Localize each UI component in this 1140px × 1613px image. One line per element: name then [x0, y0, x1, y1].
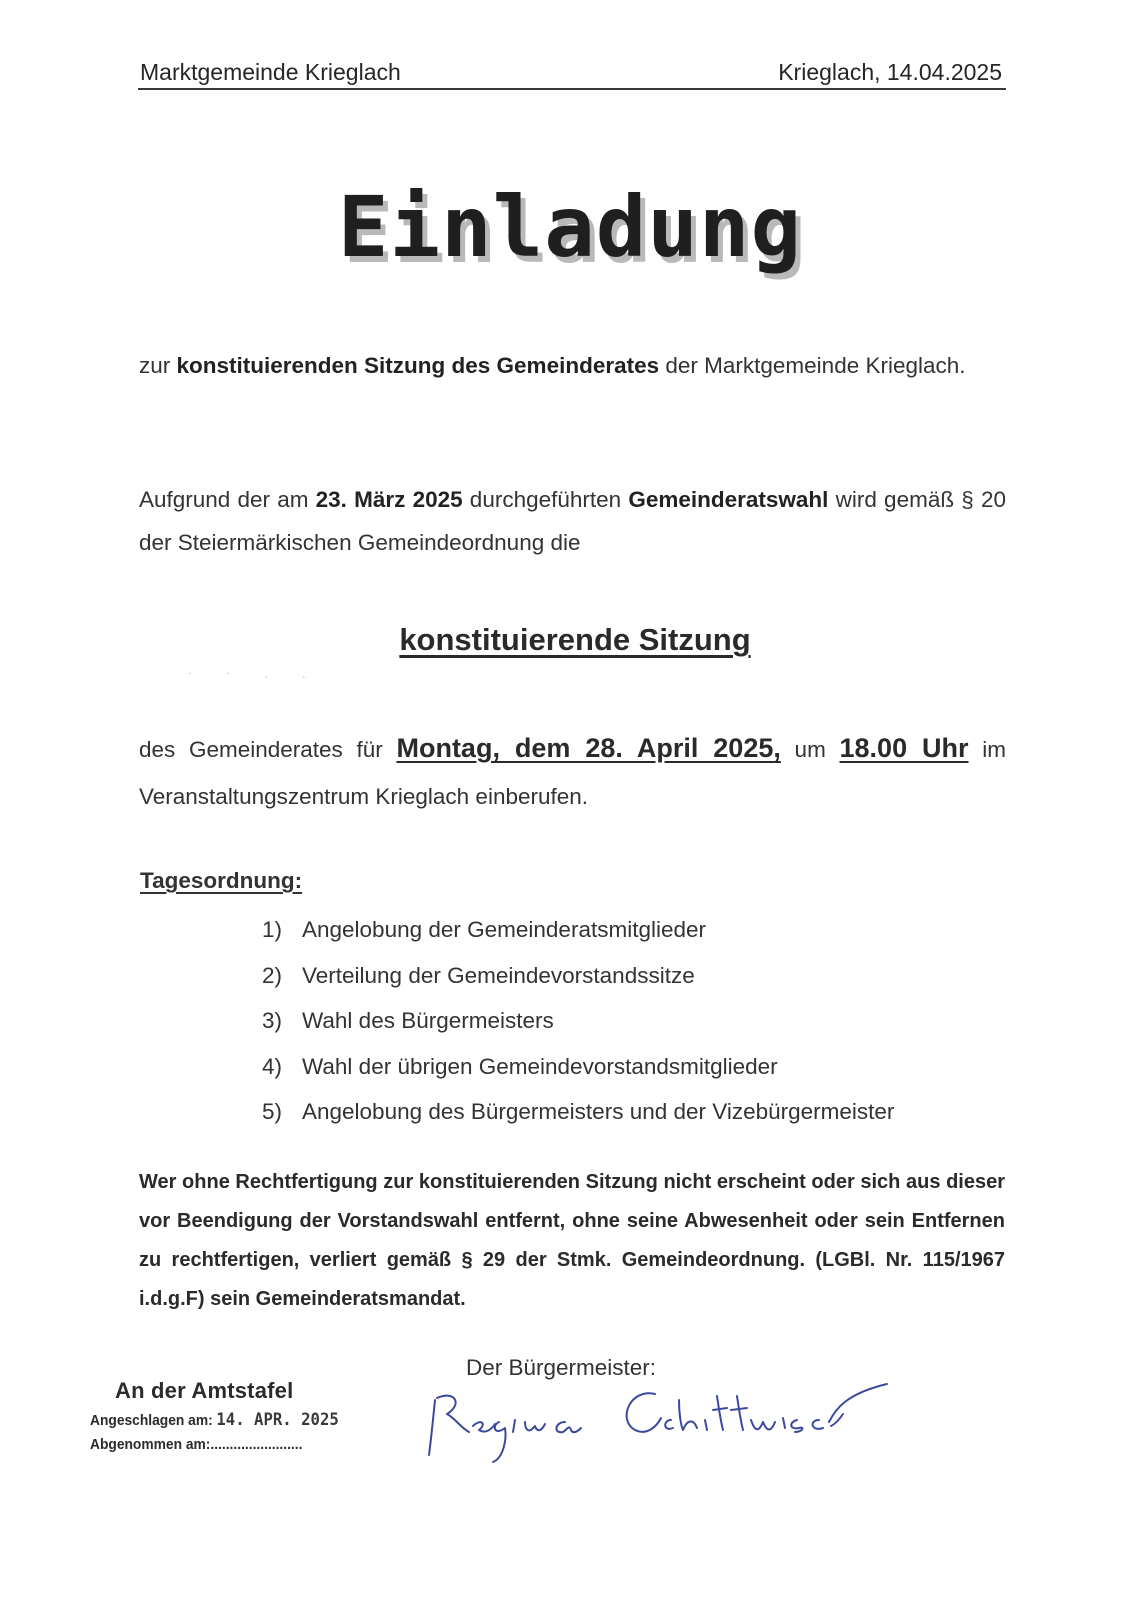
stamp-removed-row [90, 1436, 366, 1453]
agenda-item [262, 998, 894, 1044]
election-date: 23. März 2025 [315, 487, 463, 512]
reason-text-3: durchgeführten [462, 487, 629, 512]
agenda-item-number: 2) [262, 962, 283, 988]
posting-stamp [90, 1378, 390, 1453]
document-header [138, 52, 1006, 90]
meeting-time: 18.00 Uhr [839, 733, 969, 763]
meeting-text-1: des Gemeinderates für [139, 737, 397, 762]
reason-text-5: wird gemäß § 20 der Steiermärkischen Gemeindeordnung die [139, 487, 1006, 555]
reason-paragraph [139, 478, 1006, 564]
intro-text-3: der Marktgemeinde Krieglach. [659, 353, 966, 378]
agenda-item-number: 5) [262, 1099, 283, 1124]
agenda-list [262, 907, 894, 1135]
legal-notice: Wer ohne Rechtfertigung zur konstituierenden Sitzung nicht erscheint oder sich aus dieser vor Beendigung der Vorstandswahl entfernt, ohne seine Abwesenheit oder sein Entfernen zu rechtfertigen, verliert gemäß § 29 der Stmk. Gemeindeordnung. (LGBl. Nr. 115/1967 i.d.g.F) sein Gemeinderatsmandat. [139, 1171, 1005, 1310]
agenda-item-text: Angelobung des Bürgermeisters und der Vizebürgermeister [302, 1099, 895, 1124]
agenda-item-text: Angelobung der Gemeinderatsmitglieder [302, 917, 706, 942]
municipality-name: Marktgemeinde Krieglach [140, 59, 401, 85]
agenda-item-text: Wahl des Bürgermeisters [302, 1008, 554, 1033]
reason-text-1: Aufgrund der am [139, 487, 316, 512]
stamp-removed-blank: ........................ [210, 1436, 303, 1453]
meeting-date: Montag, dem 28. April 2025, [396, 733, 781, 763]
place-and-date: Krieglach, 14.04.2025 [778, 59, 1002, 85]
document-title: Einladung [337, 178, 803, 276]
agenda-item-number: 4) [262, 1053, 283, 1079]
agenda-item [262, 1044, 894, 1090]
meeting-text-2: um [780, 737, 840, 762]
scan-specks: · · ˏ ˎ [188, 668, 322, 679]
meeting-subtitle: konstituierende Sitzung [399, 622, 751, 657]
intro-paragraph [139, 344, 1006, 387]
intro-text-1: zur [139, 353, 177, 378]
agenda-heading: Tagesordnung: [140, 868, 303, 893]
meeting-text-3: im Veranstaltungszentrum Krieglach einberufen. [139, 737, 1006, 809]
stamp-posted-row [90, 1410, 366, 1430]
handwritten-signature [425, 1370, 905, 1470]
stamp-removed-label: Abgenommen am: [90, 1436, 211, 1453]
agenda-item-text: Verteilung der Gemeindevorstandssitze [302, 962, 695, 988]
stamp-posted-date: 14. APR. 2025 [216, 1410, 339, 1430]
stamp-posted-label: Angeschlagen am: [90, 1412, 213, 1429]
agenda-item [262, 953, 894, 999]
agenda-item [262, 907, 894, 953]
agenda-item-number: 3) [262, 1008, 283, 1033]
agenda-item-text: Wahl der übrigen Gemeindevorstandsmitglieder [302, 1053, 778, 1079]
signer-label: Der Bürgermeister: [466, 1355, 657, 1380]
stamp-title: An der Amtstafel [115, 1378, 294, 1403]
agenda-item [262, 1089, 894, 1135]
meeting-paragraph [139, 725, 1006, 820]
intro-text-bold: konstituierenden Sitzung des Gemeinderates [176, 353, 660, 378]
agenda-item-number: 1) [262, 917, 283, 942]
election-name: Gemeinderatswahl [628, 487, 829, 512]
